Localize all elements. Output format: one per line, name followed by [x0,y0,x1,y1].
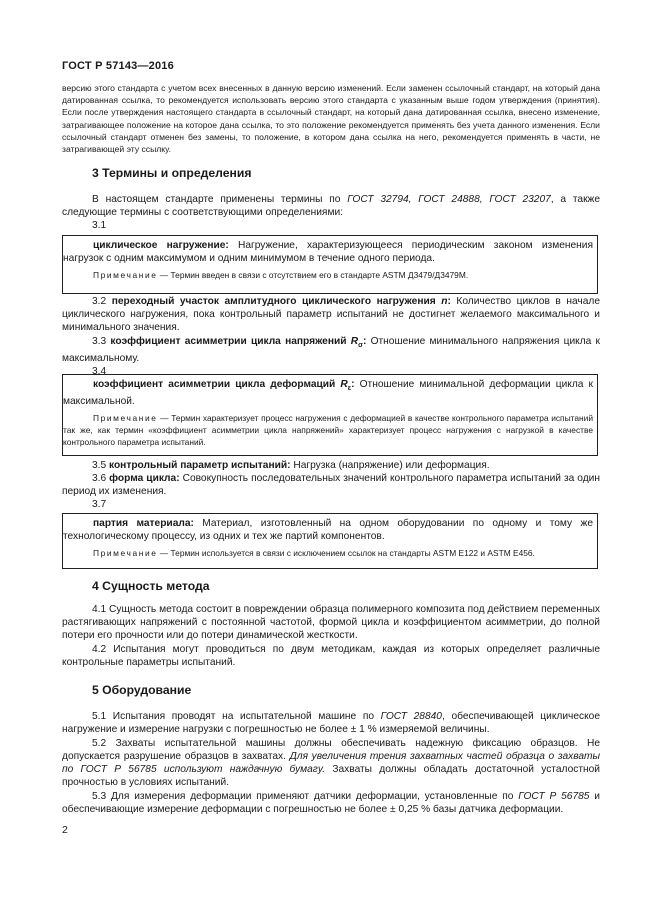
term-3-1-term: циклическое нагружение: [93,240,229,251]
term-3-1-number: 3.1 [92,220,107,231]
term-3-6: 3.6 форма цикла: Совокупность последовательных значений контрольного параметра испытаний за один период их изменения. [62,473,600,497]
section-3-intro [62,193,600,232]
term-3-7-definition: партия материала: Материал, изготовленный на одном оборудовании по одному и тому же технологическому процессу, из одних и тех же партий компонентов. [63,518,593,542]
intro-paragraph [62,82,600,155]
standard-references: ГОСТ 32794, ГОСТ 24888, ГОСТ 23207 [347,194,551,205]
term-3-4-number: 3.4 [92,366,107,378]
term-3-1-box [62,235,598,294]
term-3-4-note: Примечание — Термин характеризует процесс нагружения с деформацией в качестве контрольного параметра испытаний так же, как термин «коэффициент асимметрии цикла напряжений» характеризует процесс нагружения с нагрузкой в качестве контрольного параметра испытаний. [63,413,593,448]
paragraph-4-2: 4.2 Испытания могут проводиться по двум методикам, каждая из которых определяет различные контрольные параметры испытаний. [62,644,600,668]
paragraph-5-2: 5.2 Захваты испытательной машины должны обеспечивать надежную фиксацию образцов. Не допускается разрушение образцов в захватах. Для увеличения трения захватных частей образца о захваты по ГОСТ Р 56785 используют наждачную бумагу. Захваты должны обладать достаточной усталостной прочностью в условиях испытаний. [62,738,601,788]
terms-3-2-to-3-4 [62,295,600,378]
paragraph-5-3: 5.3 Для измерения деформации применяют датчики деформации, установленные по ГОСТ Р 56785 и обеспечивающие измерение деформации с погрешностью не более ± 0,25 % базы датчика деформации. [62,791,600,815]
section-4-title: 4 Сущность метода [92,579,210,593]
term-3-1-note: Примечание — Термин введен в связи с отсутствием его в стандарте ASTM Д3479/Д3479М. [93,270,469,280]
term-3-4-definition: коэффициент асимметрии цикла деформаций $R_\varepsilon$: Отношение минимальной деформации цикла к максимальной. [63,379,594,408]
section-3-title: 3 Термины и определения [92,166,252,180]
note-label: Примечание [93,270,158,280]
paragraph-5-1: 5.1 Испытания проводят на испытательной машине по ГОСТ 28840, обеспечивающей циклическое нагружение и измерение нагрузки с погрешностью не более ± 1 % измеряемой величины. [62,711,600,735]
terms-3-5-to-3-7 [62,459,600,511]
term-3-7-box [62,513,598,569]
term-3-2: 3.2 переходный участок амплитудного циклического нагружения n: Количество циклов в начале циклического нагружения, пока контрольный параметр испытаний не достигнет желаемого максимального и минимального значения. [62,296,601,333]
page-number: 2 [62,824,68,836]
intro-text: версию этого стандарта с учетом всех внесенных в данную версию изменений. Если заменен ссылочный стандарт, на который дана датированная ссылка, то рекомендуется использовать версию этого стандарта с указанным выше годом утверждения (принятия). Если после утверждения настоящего стандарта в ссылочный стандарт, на который дана датированная ссылка, внесено изменение, затрагивающее положение на которое дана ссылка, то это положение рекомендуется применять без учета данного изменения. Если ссылочный стандарт отменен без замены, то положение, в котором дана ссылка на него, рекомендуется применять в части, не затрагивающей эту ссылку. [62,83,600,155]
term-3-4-box [62,374,598,456]
term-3-5: 3.5 контрольный параметр испытаний: Нагрузка (напряжение) или деформация. [92,460,490,471]
term-3-7-number: 3.7 [92,499,107,510]
term-3-3: 3.3 коэффициент асимметрии цикла напряжений $R_\sigma$: Отношение минимального напряжения цикла к максимальному. [62,336,601,365]
paragraph-4-1: 4.1 Сущность метода состоит в повреждении образца полимерного композита под действием переменных растягивающих напряжений с постоянной частотой, формой цикла и коэффициентом асимметрии, до полной потери его прочности или до потери динамической жесткости. [62,604,600,641]
section-5-title: 5 Оборудование [92,683,192,697]
document-header: ГОСТ Р 57143—2016 [62,60,174,72]
term-3-1-definition: циклическое нагружение: Нагружение, характеризующееся периодическим законом изменения нагрузок с одним максимумом и одним минимумом в течение одного периода. [63,240,593,264]
term-3-7-note: Примечание — Термин используется в связи с исключением ссылок на стандарты ASTM E122 и ASTM E456. [93,548,535,558]
section-4-body [62,603,600,669]
section-3-intro-text: В настоящем стандарте применены термины по ГОСТ 32794, ГОСТ 24888, ГОСТ 23207, а также следующие термины с соответствующими определениями: [62,194,601,218]
section-5-body [62,710,600,816]
